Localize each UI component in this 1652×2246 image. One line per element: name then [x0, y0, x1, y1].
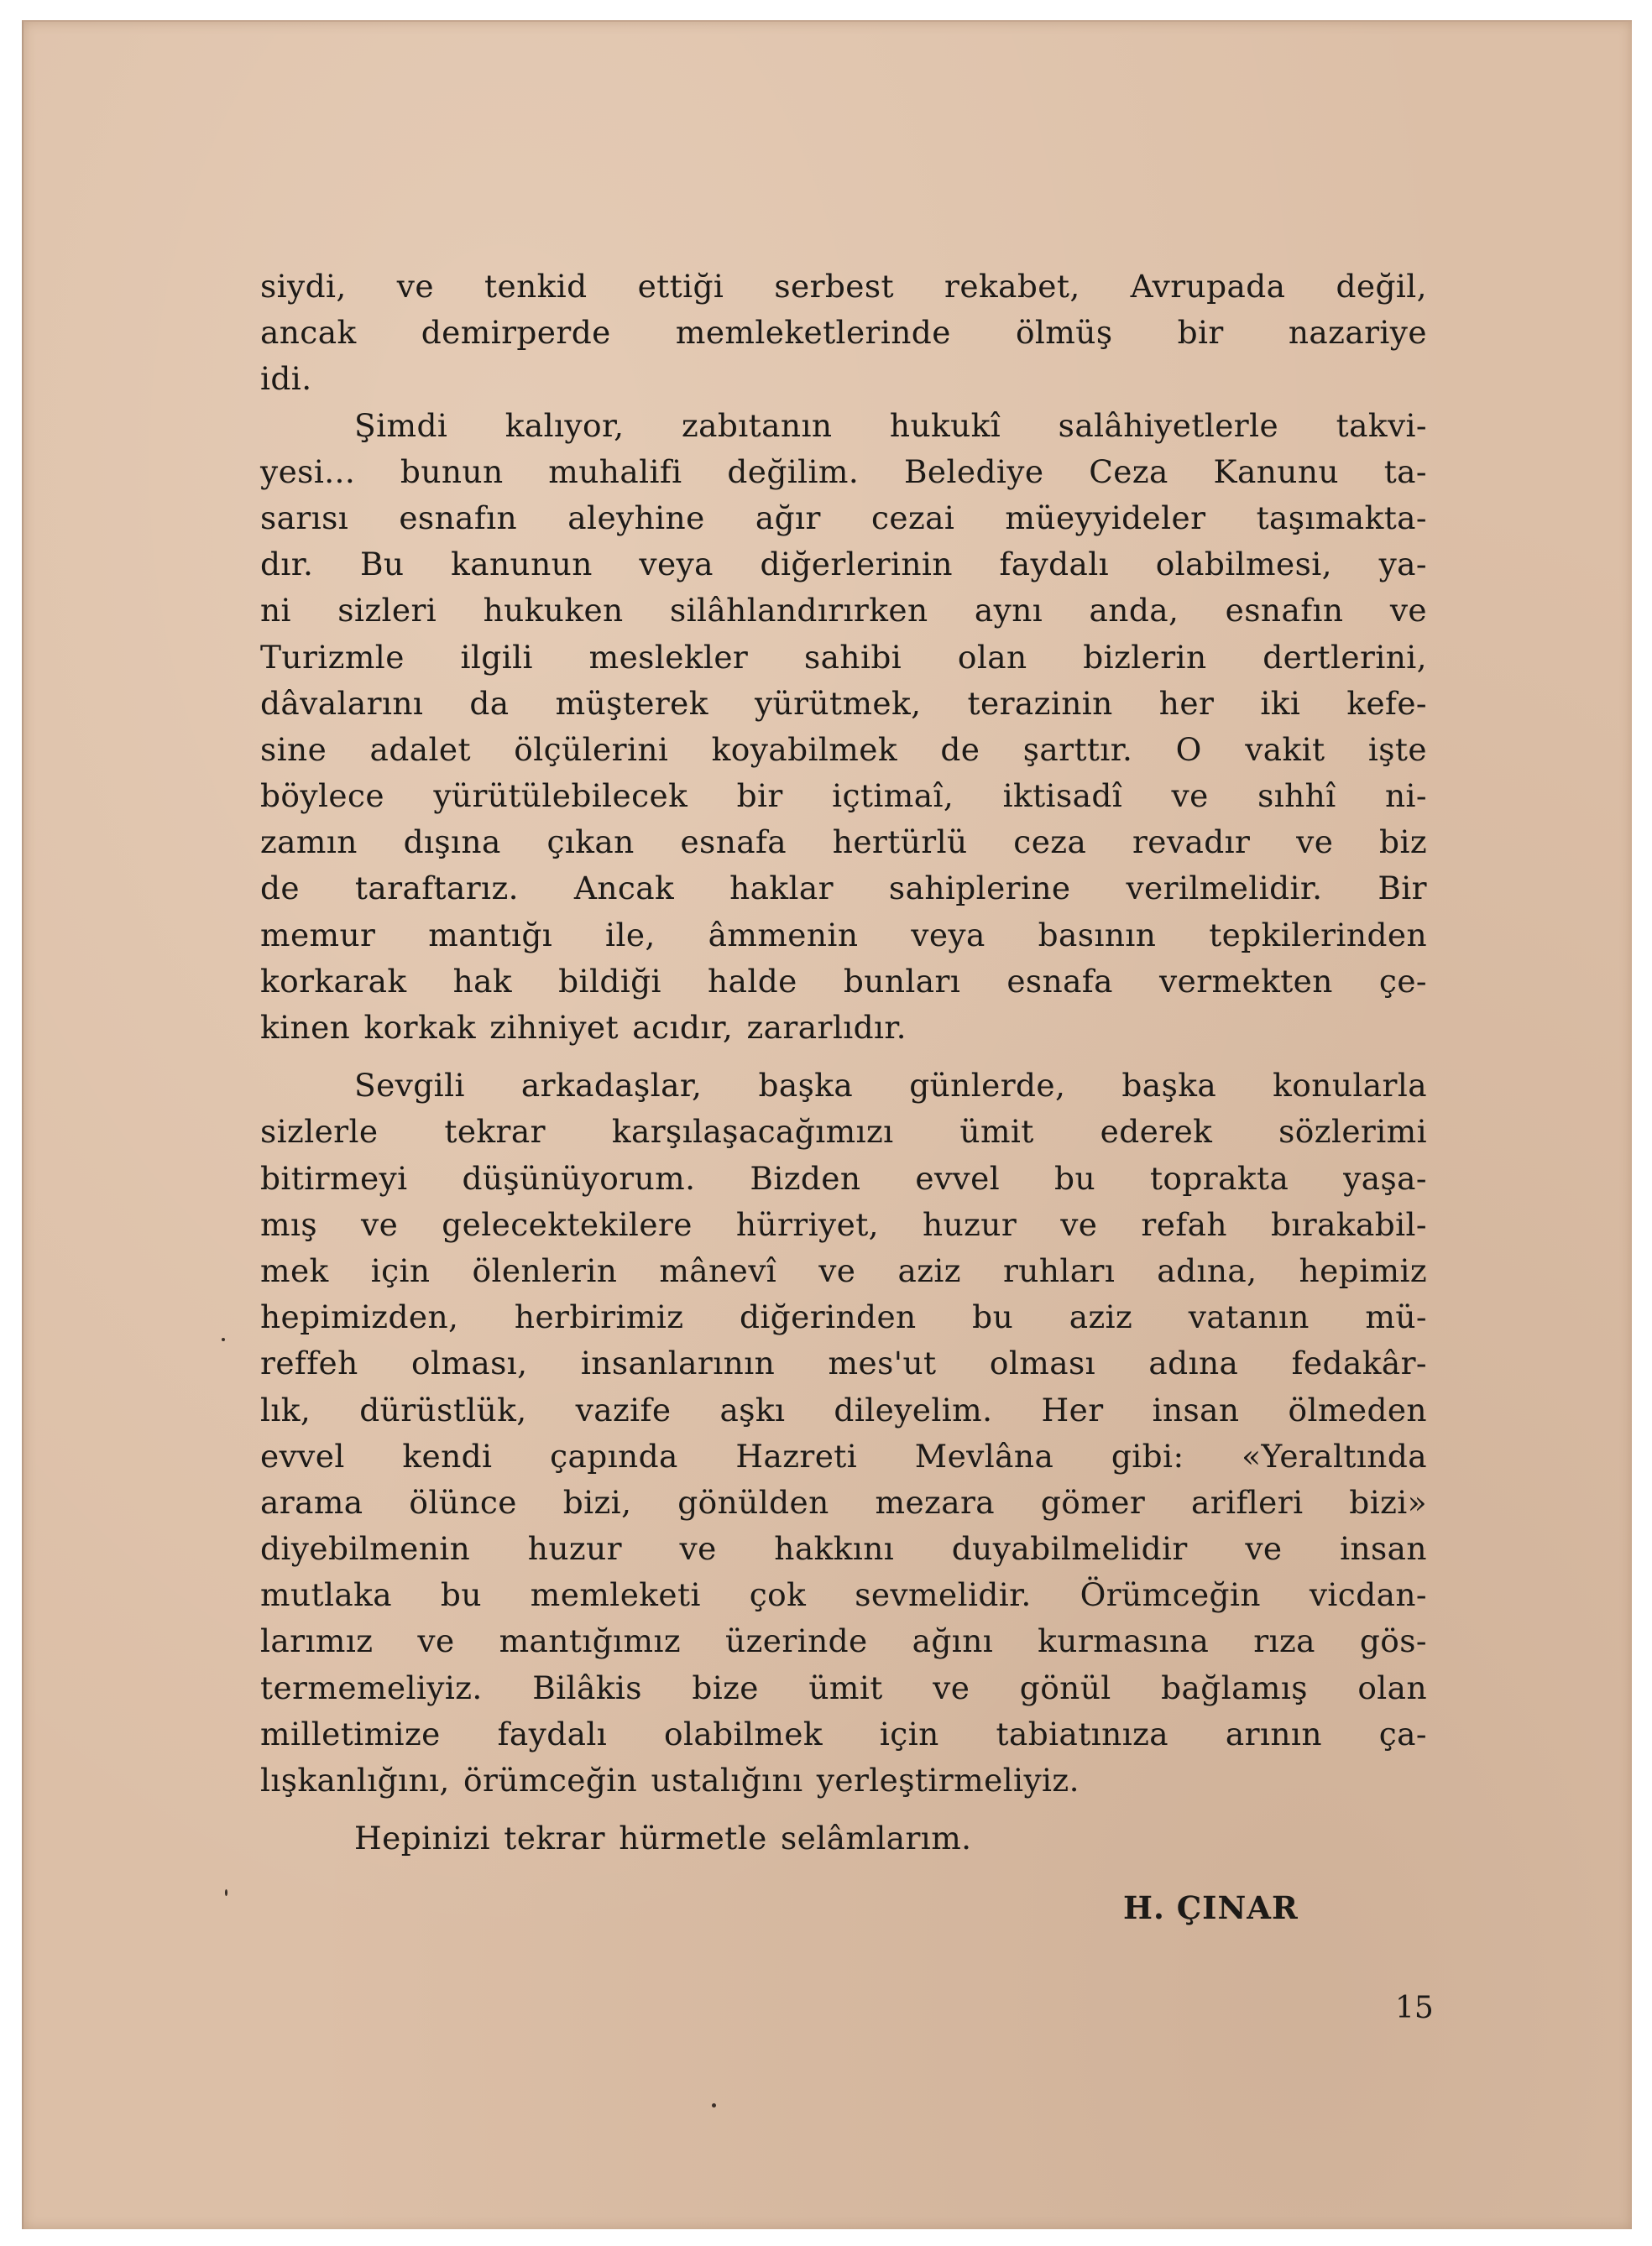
text-line: sizlerle tekrar karşılaşacağımızı ümit ederek sözlerimi [260, 1113, 1427, 1151]
text-line: mutlaka bu memleketi çok sevmelidir. Örümceğin vicdan- [260, 1576, 1427, 1614]
author-signature: H. ÇINAR [1123, 1889, 1299, 1926]
text-line: sine adalet ölçülerini koyabilmek de şarttır. O vakit işte [260, 730, 1427, 768]
text-line: mış ve gelecektekilere hürriyet, huzur ve refah bırakabil- [260, 1205, 1427, 1243]
text-line: diyebilmenin huzur ve hakkını duyabilmelidir ve insan [260, 1530, 1427, 1568]
text-line: reffeh olması, insanlarının mes'ut olması adına fedakâr- [260, 1345, 1427, 1382]
text-line: Şimdi kalıyor, zabıtanın hukukî salâhiyetlerle takvi- [354, 406, 1427, 444]
text-line: siydi, ve tenkid ettiği serbest rekabet, Avrupada değil, [260, 268, 1427, 305]
text-line: hepimizden, herbirimiz diğerinden bu aziz vatanın mü- [260, 1298, 1427, 1336]
text-line: zamın dışına çıkan esnafa hertürlü ceza revadır ve biz [260, 823, 1427, 861]
text-line: de taraftarız. Ancak haklar sahiplerine verilmelidir. Bir [260, 870, 1427, 907]
text-line: korkarak hak bildiği halde bunları esnafa vermekten çe- [260, 962, 1427, 1000]
text-line: larımız ve mantığımız üzerinde ağını kurmasına rıza gös- [260, 1622, 1427, 1660]
text-line: kinen korkak zihniyet acıdır, zararlıdır. [260, 1009, 907, 1046]
text-line: lışkanlığını, örümceğin ustalığını yerleştirmeliyiz. [260, 1762, 1080, 1799]
page-number: 15 [1395, 1991, 1434, 2025]
text-line: Sevgili arkadaşlar, başka günlerde, başka konularla [354, 1067, 1427, 1105]
text-line: bitirmeyi düşünüyorum. Bizden evvel bu toprakta yaşa- [260, 1159, 1427, 1197]
text-line: arama ölünce bizi, gönülden mezara gömer arifleri bizi» [260, 1483, 1427, 1521]
text-line: ni sizleri hukuken silâhlandırırken aynı anda, esnafın ve [260, 592, 1427, 629]
text-line: idi. [260, 360, 312, 398]
text-line: dır. Bu kanunun veya diğerlerinin faydalı olabilmesi, ya- [260, 546, 1427, 583]
article-body [260, 264, 1427, 1862]
text-line: böylece yürütülebilecek bir içtimaî, iktisadî ve sıhhî ni- [260, 777, 1427, 815]
text-line: mek için ölenlerin mânevî ve aziz ruhları adına, hepimiz [260, 1251, 1427, 1289]
ink-speck [222, 1338, 225, 1341]
text-line: termemeliyiz. Bilâkis bize ümit ve gönül bağlamış olan [260, 1669, 1427, 1706]
ink-speck [712, 2103, 716, 2108]
text-line: sarısı esnafın aleyhine ağır cezai müeyyideler taşımakta- [260, 499, 1427, 536]
closing-line: Hepinizi tekrar hürmetle selâmlarım. [354, 1820, 972, 1857]
text-line: milletimize faydalı olabilmek için tabiatınıza arının ça- [260, 1715, 1427, 1752]
text-line: ancak demirperde memleketlerinde ölmüş bir nazariye [260, 314, 1427, 352]
text-line: evvel kendi çapında Hazreti Mevlâna gibi: «Yeraltında [260, 1437, 1427, 1475]
text-line: yesi... bunun muhalifi değilim. Belediye Ceza Kanunu ta- [260, 452, 1427, 490]
ink-speck [225, 1889, 227, 1896]
text-line: lık, dürüstlük, vazife aşkı dileyelim. Her insan ölmeden [260, 1391, 1427, 1429]
text-line: memur mantığı ile, âmmenin veya basının tepkilerinden [260, 916, 1427, 953]
paper-page [22, 20, 1632, 2229]
text-line: Turizmle ilgili meslekler sahibi olan bizlerin dertlerini, [260, 638, 1427, 676]
text-line: dâvalarını da müşterek yürütmek, terazinin her iki kefe- [260, 684, 1427, 722]
